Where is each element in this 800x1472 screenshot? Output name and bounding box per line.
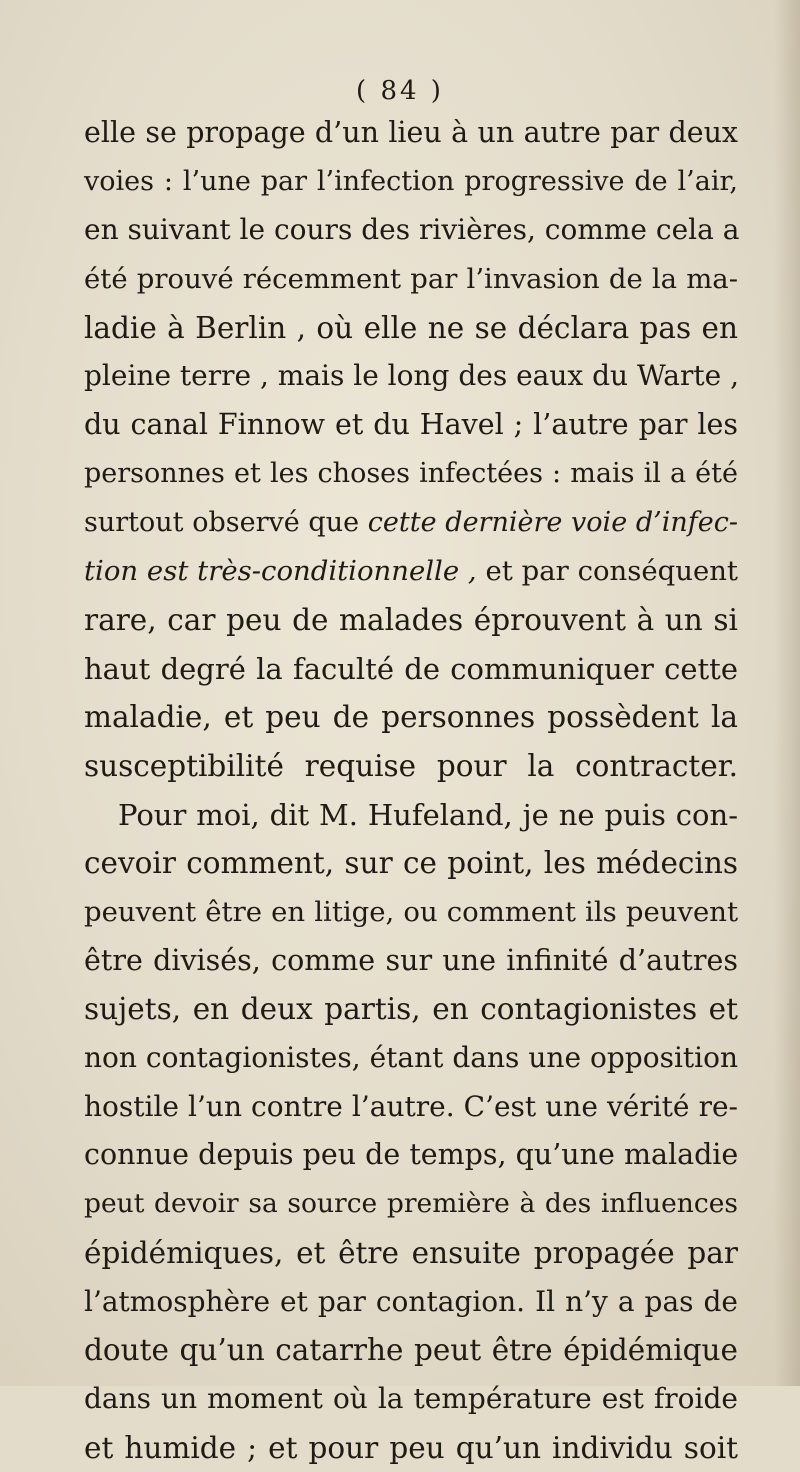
text-line — [84, 401, 738, 450]
text-segment: épidémiques, et être ensuite propagée par — [84, 1235, 738, 1270]
text-line — [84, 742, 738, 791]
text-line — [84, 937, 738, 986]
text-line — [84, 888, 738, 937]
text-line — [84, 352, 738, 401]
text-segment: cevoir comment, sur ce point, les médecins — [84, 846, 738, 881]
text-segment: été prouvé récemment par l’invasion de la ma- — [84, 263, 738, 296]
text-line — [84, 255, 738, 304]
text-segment: l’atmosphère et par contagion. Il n’y a pas de — [84, 1284, 738, 1318]
text-segment: rare, car peu de malades éprouvent à un si — [84, 602, 738, 637]
text-segment: surtout observé que — [84, 506, 368, 538]
text-segment: Pour moi, dit M. Hufeland, je ne puis con- — [118, 797, 738, 832]
text-line — [84, 499, 738, 548]
text-line — [84, 206, 738, 255]
text-segment: susceptibilité requise pour la contracter. — [84, 748, 738, 783]
text-line — [84, 596, 738, 645]
text-line — [84, 547, 738, 596]
text-segment: peuvent être en litige, ou comment ils peuvent — [84, 896, 738, 928]
text-line — [84, 1180, 738, 1229]
text-line — [84, 693, 738, 742]
page-number: ( 84 ) — [356, 76, 444, 106]
text-segment: et par conséquent — [476, 555, 738, 588]
text-segment: ladie à Berlin , où elle ne se déclara pas en — [84, 310, 738, 345]
text-line — [84, 791, 738, 840]
text-line — [84, 304, 738, 353]
text-segment: maladie, et peu de personnes possèdent la — [84, 700, 738, 735]
italic-text-segment: tion est très-conditionnelle , — [84, 555, 477, 588]
text-segment: haut degré la faculté de communiquer cette — [84, 651, 738, 686]
text-segment: être divisés, comme sur une infinité d’autres — [84, 943, 738, 977]
text-line — [84, 1375, 738, 1424]
text-segment: voies : l’une par l’infection progressive de l’air, — [84, 165, 738, 197]
text-line — [84, 1424, 738, 1472]
text-line — [84, 985, 738, 1034]
body-text — [84, 109, 738, 1472]
text-segment: doute qu’un catarrhe peut être épidémique — [84, 1333, 738, 1368]
text-segment: elle se propage d’un lieu à un autre par deux — [84, 116, 738, 149]
text-line — [84, 645, 738, 694]
text-segment: connue depuis peu de temps, qu’une maladie — [84, 1138, 739, 1172]
text-segment: et humide ; et pour peu qu’un individu soit — [84, 1430, 738, 1465]
text-segment: personnes et les choses infectées : mais il a été — [84, 457, 738, 489]
text-line — [84, 839, 738, 888]
text-line — [84, 1326, 738, 1375]
text-line — [84, 1131, 738, 1180]
text-segment: hostile l’un contre l’autre. C’est une vérité re- — [84, 1089, 738, 1123]
text-segment: sujets, en deux partis, en contagionistes et — [84, 992, 738, 1027]
text-line — [84, 1278, 738, 1327]
text-segment: non contagionistes, étant dans une opposition — [84, 1041, 738, 1075]
text-line — [84, 1083, 738, 1132]
text-segment: pleine terre , mais le long des eaux du Warte , — [84, 359, 739, 393]
text-line — [84, 1229, 738, 1278]
italic-text-segment: cette dernière voie d’infec- — [367, 506, 738, 538]
text-segment: en suivant le cours des rivières, comme cela a — [84, 213, 740, 247]
text-line — [84, 158, 738, 207]
text-segment: dans un moment où la température est froide — [84, 1381, 738, 1415]
text-line — [84, 450, 738, 499]
text-line — [84, 109, 738, 158]
text-segment: peut devoir sa source première à des influences — [84, 1188, 738, 1220]
text-line — [84, 1034, 738, 1083]
page-edge-shadow — [774, 0, 800, 1386]
text-segment: du canal Finnow et du Havel ; l’autre par les — [84, 408, 738, 442]
